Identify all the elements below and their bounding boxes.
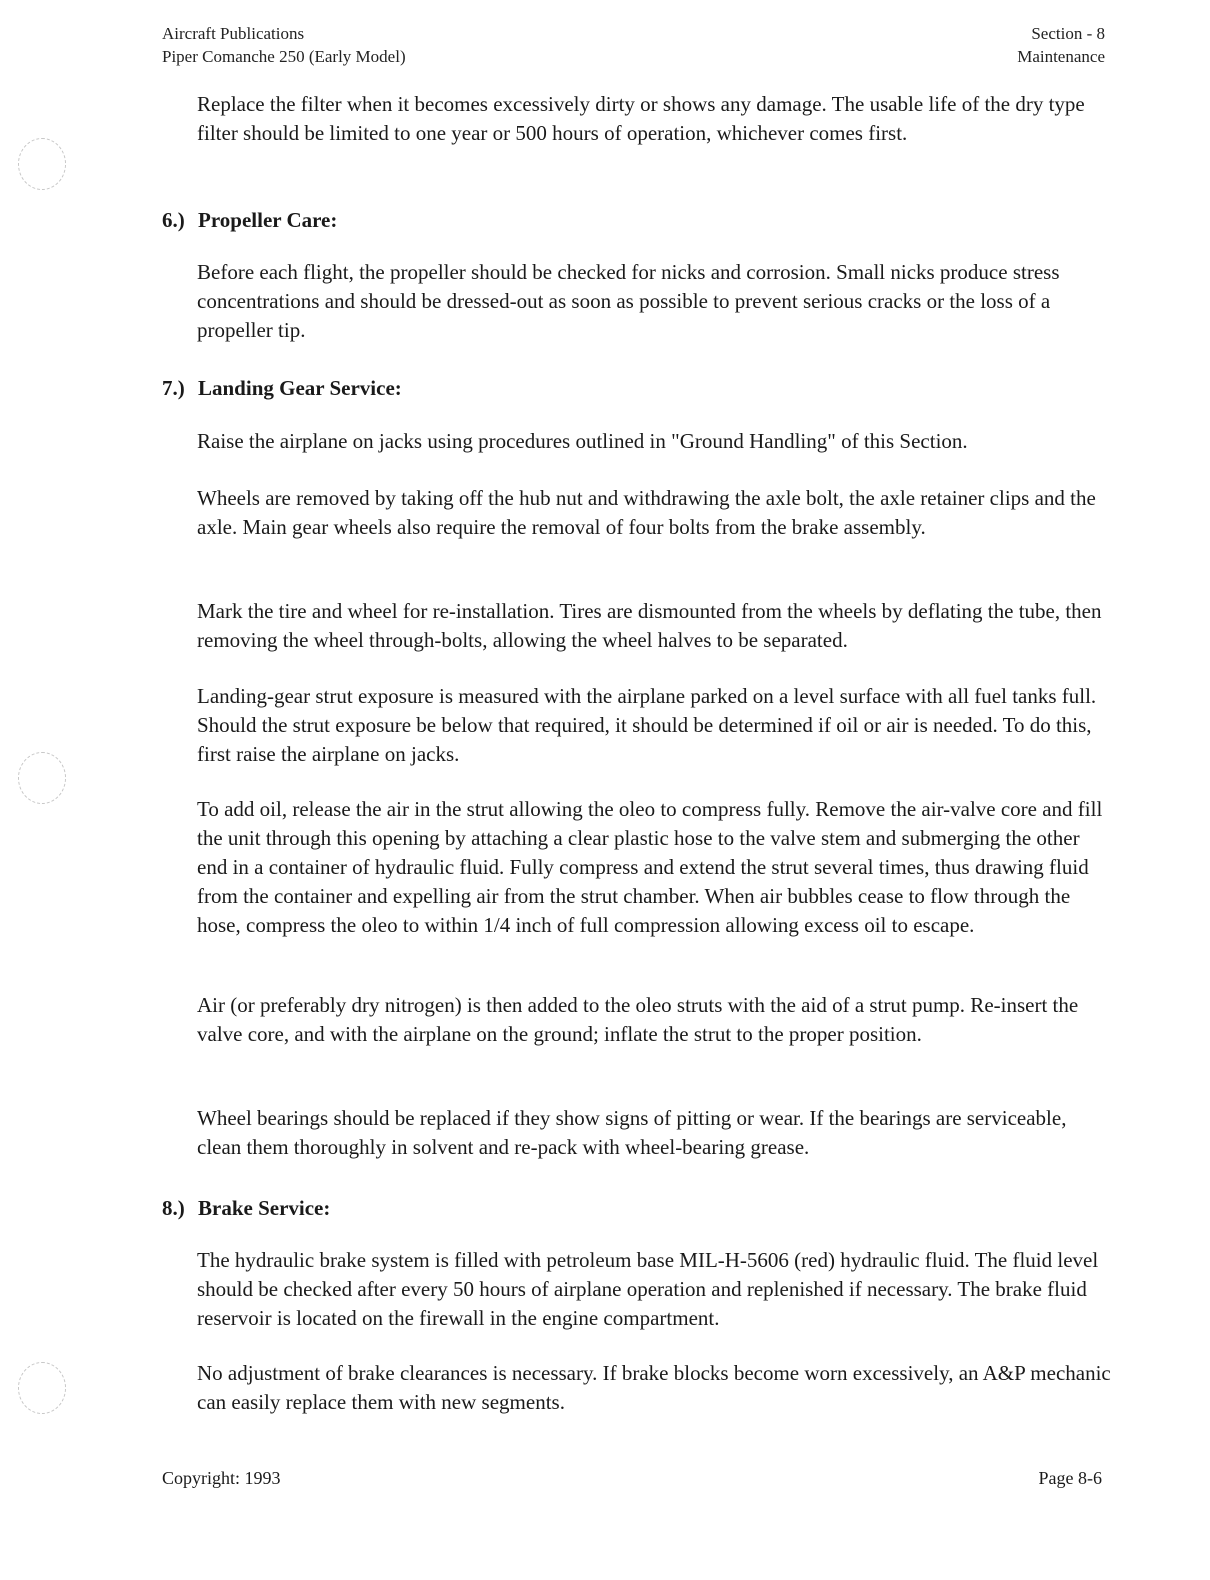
page-header-left xyxy=(162,22,406,68)
punch-hole-middle xyxy=(18,752,66,804)
landing-gear-paragraph-1: Raise the airplane on jacks using procedures outlined in "Ground Handling" of this Section. xyxy=(197,429,968,453)
page-header-right xyxy=(1017,22,1105,68)
section-title-label: Brake Service: xyxy=(198,1196,331,1220)
section-title: Maintenance xyxy=(1017,47,1105,66)
propeller-paragraph-1: Before each flight, the propeller should be checked for nicks and corrosion. Small nicks produce stress concentrations and should be dressed-out as soon as possible to prevent serious cracks or the loss of a propeller tip. xyxy=(197,260,1060,342)
publisher-name: Aircraft Publications xyxy=(162,24,305,43)
punch-hole-top xyxy=(18,138,66,190)
landing-gear-paragraph-7: Wheel bearings should be replaced if they show signs of pitting or wear. If the bearings are serviceable, clean them thoroughly in solvent and re-pack with wheel-bearing grease. xyxy=(197,1106,1067,1159)
brake-paragraph-1: The hydraulic brake system is filled with petroleum base MIL-H-5606 (red) hydraulic fluid. The fluid level should be checked after every 50 hours of airplane operation and replenished if necessary. The brake fluid reservoir is located on the firewall in the engine compartment. xyxy=(197,1248,1099,1330)
punch-hole-bottom xyxy=(18,1362,66,1414)
section-heading-brake-service xyxy=(162,1194,330,1223)
intro-paragraph: Replace the filter when it becomes excessively dirty or shows any damage. The usable life of the dry type filter should be limited to one year or 500 hours of operation, whichever comes first. xyxy=(197,92,1085,145)
footer-copyright: Copyright: 1993 xyxy=(162,1468,281,1488)
brake-paragraph-2: No adjustment of brake clearances is necessary. If brake blocks become worn excessively, an A&P mechanic can easily replace them with new segments. xyxy=(197,1361,1111,1414)
section-title-label: Landing Gear Service: xyxy=(198,376,402,400)
landing-gear-paragraph-5: To add oil, release the air in the strut allowing the oleo to compress fully. Remove the air-valve core and fill the unit through this opening by attaching a clear plastic hose to the valve stem and submerging the other end in a container of hydraulic fluid. Fully compress and extend the strut several times, thus drawing fluid from the container and expelling air from the strut chamber. When air bubbles cease to flow through the hose, compress the oleo to within 1/4 inch of full compression allowing excess oil to escape. xyxy=(197,797,1103,937)
landing-gear-paragraph-6: Air (or preferably dry nitrogen) is then added to the oleo struts with the aid of a strut pump. Re-insert the valve core, and with the airplane on the ground; inflate the strut to the proper position. xyxy=(197,993,1079,1046)
section-number: Section - 8 xyxy=(1031,24,1105,43)
section-number-label: 6.) xyxy=(162,208,185,232)
aircraft-model: Piper Comanche 250 (Early Model) xyxy=(162,47,406,66)
section-title-label: Propeller Care: xyxy=(198,208,338,232)
landing-gear-paragraph-3: Mark the tire and wheel for re-installation. Tires are dismounted from the wheels by deflating the tube, then removing the wheel through-bolts, allowing the wheel halves to be separated. xyxy=(197,599,1102,652)
landing-gear-paragraph-4: Landing-gear strut exposure is measured with the airplane parked on a level surface with all fuel tanks full. Should the strut exposure be below that required, it should be determined if oil or air is needed. To do this, first raise the airplane on jacks. xyxy=(197,684,1097,766)
footer-page-number: Page 8-6 xyxy=(1038,1468,1102,1488)
section-heading-propeller-care xyxy=(162,206,337,235)
section-number-label: 8.) xyxy=(162,1196,185,1220)
landing-gear-paragraph-2: Wheels are removed by taking off the hub nut and withdrawing the axle bolt, the axle retainer clips and the axle. Main gear wheels also require the removal of four bolts from the brake assembly. xyxy=(197,486,1096,539)
section-number-label: 7.) xyxy=(162,376,185,400)
section-heading-landing-gear xyxy=(162,374,402,403)
